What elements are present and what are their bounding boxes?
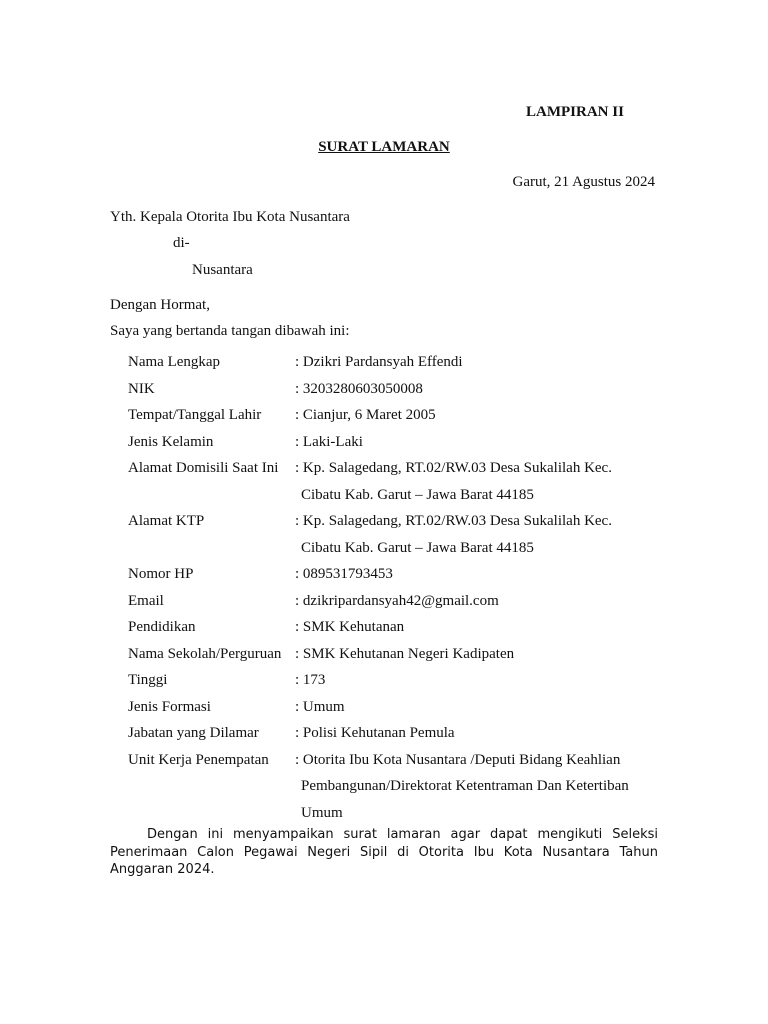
field-row — [128, 641, 688, 668]
field-row — [128, 614, 688, 641]
field-value: : Polisi Kehutanan Pemula — [295, 725, 455, 741]
field-label: NIK — [128, 380, 155, 397]
field-label: Pendidikan — [128, 619, 196, 635]
field-value: : Otorita Ibu Kota Nusantara /Deputi Bidang Keahlian — [295, 751, 621, 768]
applicant-fields — [128, 349, 688, 826]
recipient-line-2: di- — [173, 235, 190, 251]
field-label: Unit Kerja Penempatan — [128, 751, 269, 768]
field-label-spacer — [128, 535, 295, 562]
field-value: : Kp. Salagedang, RT.02/RW.03 Desa Sukalilah Kec. — [295, 460, 612, 476]
field-value: : SMK Kehutanan — [295, 619, 405, 635]
field-label: Tinggi — [128, 672, 168, 688]
field-value: : Laki-Laki — [295, 433, 363, 450]
field-value: : 173 — [295, 672, 326, 688]
letter-title-text: SURAT LAMARAN — [318, 139, 450, 155]
letter-title — [0, 138, 768, 156]
field-row — [128, 667, 688, 694]
field-value: : Kp. Salagedang, RT.02/RW.03 Desa Sukalilah Kec. — [295, 513, 612, 529]
field-label: Jenis Kelamin — [128, 433, 214, 450]
field-value: Cibatu Kab. Garut – Jawa Barat 44185 — [301, 486, 534, 503]
field-label: Nomor HP — [128, 566, 194, 582]
attachment-label: LAMPIRAN II — [526, 104, 624, 120]
field-row — [128, 455, 688, 482]
field-label: Email — [128, 592, 164, 609]
field-label: Alamat KTP — [128, 513, 205, 529]
field-label: Nama Lengkap — [128, 354, 221, 370]
field-value: : Dzikri Pardansyah Effendi — [295, 354, 463, 370]
field-label: Nama Sekolah/Perguruan — [128, 645, 282, 662]
closing-paragraph: Dengan ini menyampaikan surat lamaran agar dapat mengikuti Seleksi Penerimaan Calon Pegawai Negeri Sipil di Otorita Ibu Kota Nusantara Tahun Anggaran 2024. — [110, 827, 658, 877]
recipient-line-1: Yth. Kepala Otorita Ibu Kota Nusantara — [110, 209, 350, 225]
field-label: Jabatan yang Dilamar — [128, 725, 259, 741]
field-row — [128, 694, 688, 721]
field-value: : 089531793453 — [295, 566, 393, 582]
field-row — [128, 720, 688, 747]
field-row — [128, 376, 688, 403]
field-label: Alamat Domisili Saat Ini — [128, 460, 279, 476]
greeting: Dengan Hormat, — [110, 297, 210, 313]
field-row — [128, 429, 688, 456]
field-value: : Cianjur, 6 Maret 2005 — [295, 407, 436, 423]
intro-text: Saya yang bertanda tangan dibawah ini: — [110, 323, 350, 339]
field-value: Umum — [301, 804, 343, 821]
field-value: Pembangunan/Direktorat Ketentraman Dan Ketertiban — [301, 778, 629, 794]
field-row — [128, 588, 688, 615]
recipient-line-3: Nusantara — [192, 262, 253, 278]
field-value: : 3203280603050008 — [295, 380, 423, 397]
field-value: : dzikripardansyah42@gmail.com — [295, 592, 499, 609]
field-row — [128, 773, 688, 800]
field-label-spacer — [128, 800, 295, 827]
field-row — [128, 482, 688, 509]
field-row — [128, 402, 688, 429]
field-row — [128, 800, 688, 827]
place-date: Garut, 21 Agustus 2024 — [512, 174, 655, 190]
field-value: Cibatu Kab. Garut – Jawa Barat 44185 — [301, 539, 534, 556]
field-row — [128, 561, 688, 588]
field-row — [128, 535, 688, 562]
field-row — [128, 349, 688, 376]
field-row — [128, 747, 688, 774]
field-label: Jenis Formasi — [128, 698, 211, 715]
field-row — [128, 508, 688, 535]
field-label: Tempat/Tanggal Lahir — [128, 407, 262, 423]
field-label-spacer — [128, 482, 295, 509]
field-value: : Umum — [295, 698, 345, 715]
field-value: : SMK Kehutanan Negeri Kadipaten — [295, 645, 515, 662]
field-label-spacer — [128, 773, 295, 800]
